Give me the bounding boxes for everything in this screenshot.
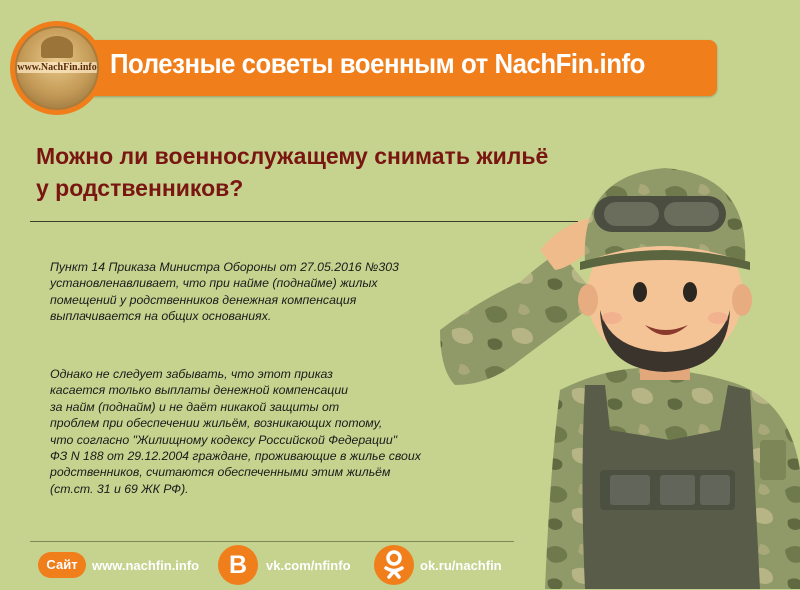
vk-icon[interactable] [218,545,258,585]
logo[interactable] [10,21,104,115]
soldier-illustration [440,140,800,589]
footer-divider [30,541,514,542]
header-title: Полезные советы военным от NachFin.info [110,48,645,79]
logo-text: www.NachFin.info [17,62,97,73]
site-link[interactable]: www.nachfin.info [92,558,200,573]
header-banner [60,40,717,96]
paragraph-order-14: Пункт 14 Приказа Министра Обороны от 27.05.2016 №303 установленавливает, что при найме (поднайме) жилых помещений у родственников денежная компенсация выплачивается на общих основаниях. [50,260,399,324]
footer [0,545,560,585]
ok-link[interactable]: ok.ru/nachfin [420,558,502,573]
logo-emblem-icon [15,26,99,110]
vk-link[interactable]: vk.com/nfinfo [266,558,351,573]
paragraph-housing-code: Однако не следует забывать, что этот приказ касается только выплаты денежной компенсации за найм (поднайм) и не даёт никакой защиты от проблем при обеспечении жильём, возникающих потому, что согласно "Жилищному кодексу Российской Федерации" ФЗ N 188 от 29.12.2004 граждане, проживающие в жилье своих родственников, считаются обеспеченными этим жильём (ст.ст. 31 и 69 ЖК РФ). [50,367,421,496]
question-heading: Можно ли военнослужащему снимать жильё у родственников? [36,143,549,201]
vk-letter: В [228,551,248,579]
site-label: Сайт [38,552,86,578]
odnoklassniki-icon[interactable] [374,545,414,585]
